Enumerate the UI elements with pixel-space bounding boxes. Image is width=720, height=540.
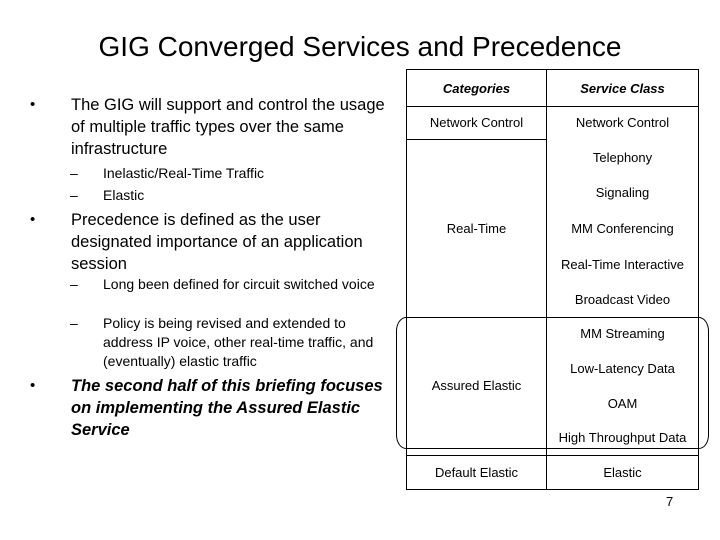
sub-bullet-text: Elastic	[103, 187, 145, 203]
service-class-cell: Telephony	[592, 150, 653, 165]
category-default-elastic: Default Elastic	[434, 465, 519, 480]
header-service-class: Service Class	[580, 81, 665, 96]
service-class-cell: Elastic	[603, 465, 642, 480]
bullet-marker: •	[30, 377, 36, 394]
sub-bullet-text: Policy is being revised and extended to address IP voice, other real-time traffic, and (eventually) elastic traffic	[103, 315, 374, 369]
dash-marker: –	[70, 165, 78, 181]
service-class-cell: High Throughput Data	[558, 430, 687, 445]
service-class-cell: OAM	[607, 396, 638, 411]
service-class-cell: Broadcast Video	[574, 292, 671, 307]
dash-marker: –	[70, 276, 78, 292]
dash-marker: –	[70, 187, 78, 203]
category-network-control: Network Control	[429, 115, 524, 130]
header-divider	[407, 106, 698, 107]
default-divider	[407, 455, 698, 456]
service-class-cell: MM Conferencing	[571, 221, 674, 236]
service-class-cell: Low-Latency Data	[570, 361, 675, 376]
bullet-1-text: The GIG will support and control the usage of multiple traffic types over the same infrastructure	[71, 96, 385, 158]
bullet-marker: •	[30, 96, 36, 113]
header-categories: Categories	[442, 81, 511, 96]
slide-title: GIG Converged Services and Precedence	[98, 31, 622, 62]
sub-bullet-text: Long been defined for circuit switched voice	[103, 276, 375, 292]
service-class-cell: Signaling	[595, 185, 650, 200]
bullet-3-text: The second half of this briefing focuses on implementing the Assured Elastic Service	[71, 377, 383, 439]
bullet-marker: •	[30, 211, 36, 228]
category-real-time: Real-Time	[446, 221, 507, 236]
category-divider	[407, 139, 546, 140]
category-assured-elastic: Assured Elastic	[431, 378, 522, 393]
bullet-2-text: Precedence is defined as the user designated importance of an application session	[71, 211, 363, 273]
service-class-cell: Real-Time Interactive	[560, 257, 685, 272]
service-class-cell: MM Streaming	[580, 326, 665, 341]
assured-elastic-highlight	[396, 317, 709, 449]
sub-bullet-text: Inelastic/Real-Time Traffic	[103, 165, 265, 181]
dash-marker: –	[70, 315, 78, 331]
service-class-cell: Network Control	[575, 115, 670, 130]
page-number: 7	[666, 494, 674, 509]
